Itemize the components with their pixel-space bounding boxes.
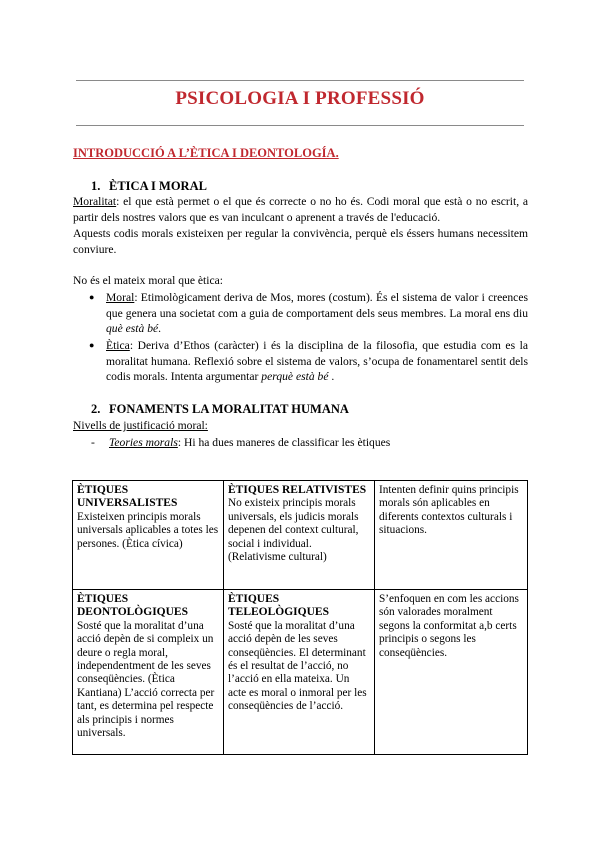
ethics-classification-table [72,480,528,755]
bullet-etica-text [106,338,528,385]
cell-text: S’enfoquen en com les accions són valorades moralment segons la conformitat a,b certs principis o segons les conseqüències. [379,593,519,659]
title-bottom-rule [76,125,524,126]
cell-heading: ÈTIQUES UNIVERSALISTES [77,484,178,510]
moral-end: . [158,322,162,335]
table-cell [224,590,375,755]
moral-italic: què està bé [106,322,159,335]
nivells-line [73,418,528,434]
section-1-number: 1. [91,179,101,193]
nivells-text: Nivells de justificació moral: [73,419,208,432]
moral-term: Moral [106,291,135,304]
section-2-title: FONAMENTS LA MORALITAT HUMANA [109,402,349,416]
section-2-heading [91,402,349,417]
bullet-moral-text [106,290,528,337]
cell-text: Existeixen principis morals universals aplicables a totes les persones. (Ètica cívica) [77,510,219,550]
moral-definition: : Etimològicament deriva de Mos, mores (costum). És el sistema de valor i creences que genera una societat com a guia de comportament dels seus membres. La moral ens diu [106,291,528,320]
cell-text: Sosté que la moralitat d’una acció depèn de si compleix un deure o regla moral, independentment de les seves conseqüències. (Ètica Kantiana) L’acció correcta per tant, es determina pel respecte als principis i normes universals. [77,619,215,740]
intro-heading: INTRODUCCIÓ A L’ÈTICA I DEONTOLOGÍA. [73,146,339,160]
moralitat-text: : el que està permet o el que és correcte o no ho és. Codi moral que està o no escrit, a partir dels nostres valors que es van inculcant o aprenent a través de l'educació. [73,195,528,224]
etica-italic: perquè està bé [261,370,329,383]
document-title: PSICOLOGIA I PROFESSIÓ [175,88,425,109]
table-row [73,590,528,755]
bullet-dot-icon: ● [89,292,95,302]
cell-text: Intenten definir quins principis morals són aplicables en diferents contextos culturals i situacions. [379,484,519,537]
etica-term: Ètica [106,339,130,352]
dash-marker: - [91,436,95,449]
moralitat-term: Moralitat [73,195,117,208]
moralitat-paragraph [73,194,528,225]
teories-text: : Hi ha dues maneres de classificar les ètiques [177,436,391,449]
cell-heading: ÈTIQUES TELEOLÒGIQUES [228,593,329,619]
table-cell [73,590,224,755]
no-es-paragraph: No és el mateix moral que ètica: [73,274,224,287]
etica-definition: : Deriva d’Ethos (caràcter) i és la disciplina de la filosofia, que estudia com es la moralitat humana. Reflexió sobre el sistema de valors, s’ocupa de fonamentarel sentit dels codis morals. Intenta argumentar [106,339,528,383]
table-cell [375,481,528,590]
etica-end: . [328,370,335,383]
table-cell [375,590,528,755]
top-rule [76,80,524,81]
bullet-dot-icon: ● [89,340,95,350]
section-1-title: ÈTICA I MORAL [109,179,207,193]
table-row [73,481,528,590]
teories-line [91,435,521,451]
cell-text: Sosté que la moralitat d’una acció depèn de les seves conseqüències. El determinant és el resultat de l’acció, no l’acció en ella mateixa. Un acte es moral o inmoral per les conseqüències de l’acció. [228,619,367,713]
aquests-paragraph: Aquests codis morals existeixen per regular la convivència, perquè els éssers humans necessitem conviure. [73,227,528,256]
teories-term: Teories morals [109,436,178,449]
cell-text: No existeix principis morals universals, els judicis morals depenen del context cultural, social i individual. (Relativisme cultural) [228,497,359,564]
cell-heading: ÈTIQUES RELATIVISTES [228,484,367,496]
section-1-heading [91,179,207,194]
table-cell [224,481,375,590]
cell-heading: ÈTIQUES DEONTOLÒGIQUES [77,593,188,619]
table-cell [73,481,224,590]
section-2-number: 2. [91,402,101,416]
